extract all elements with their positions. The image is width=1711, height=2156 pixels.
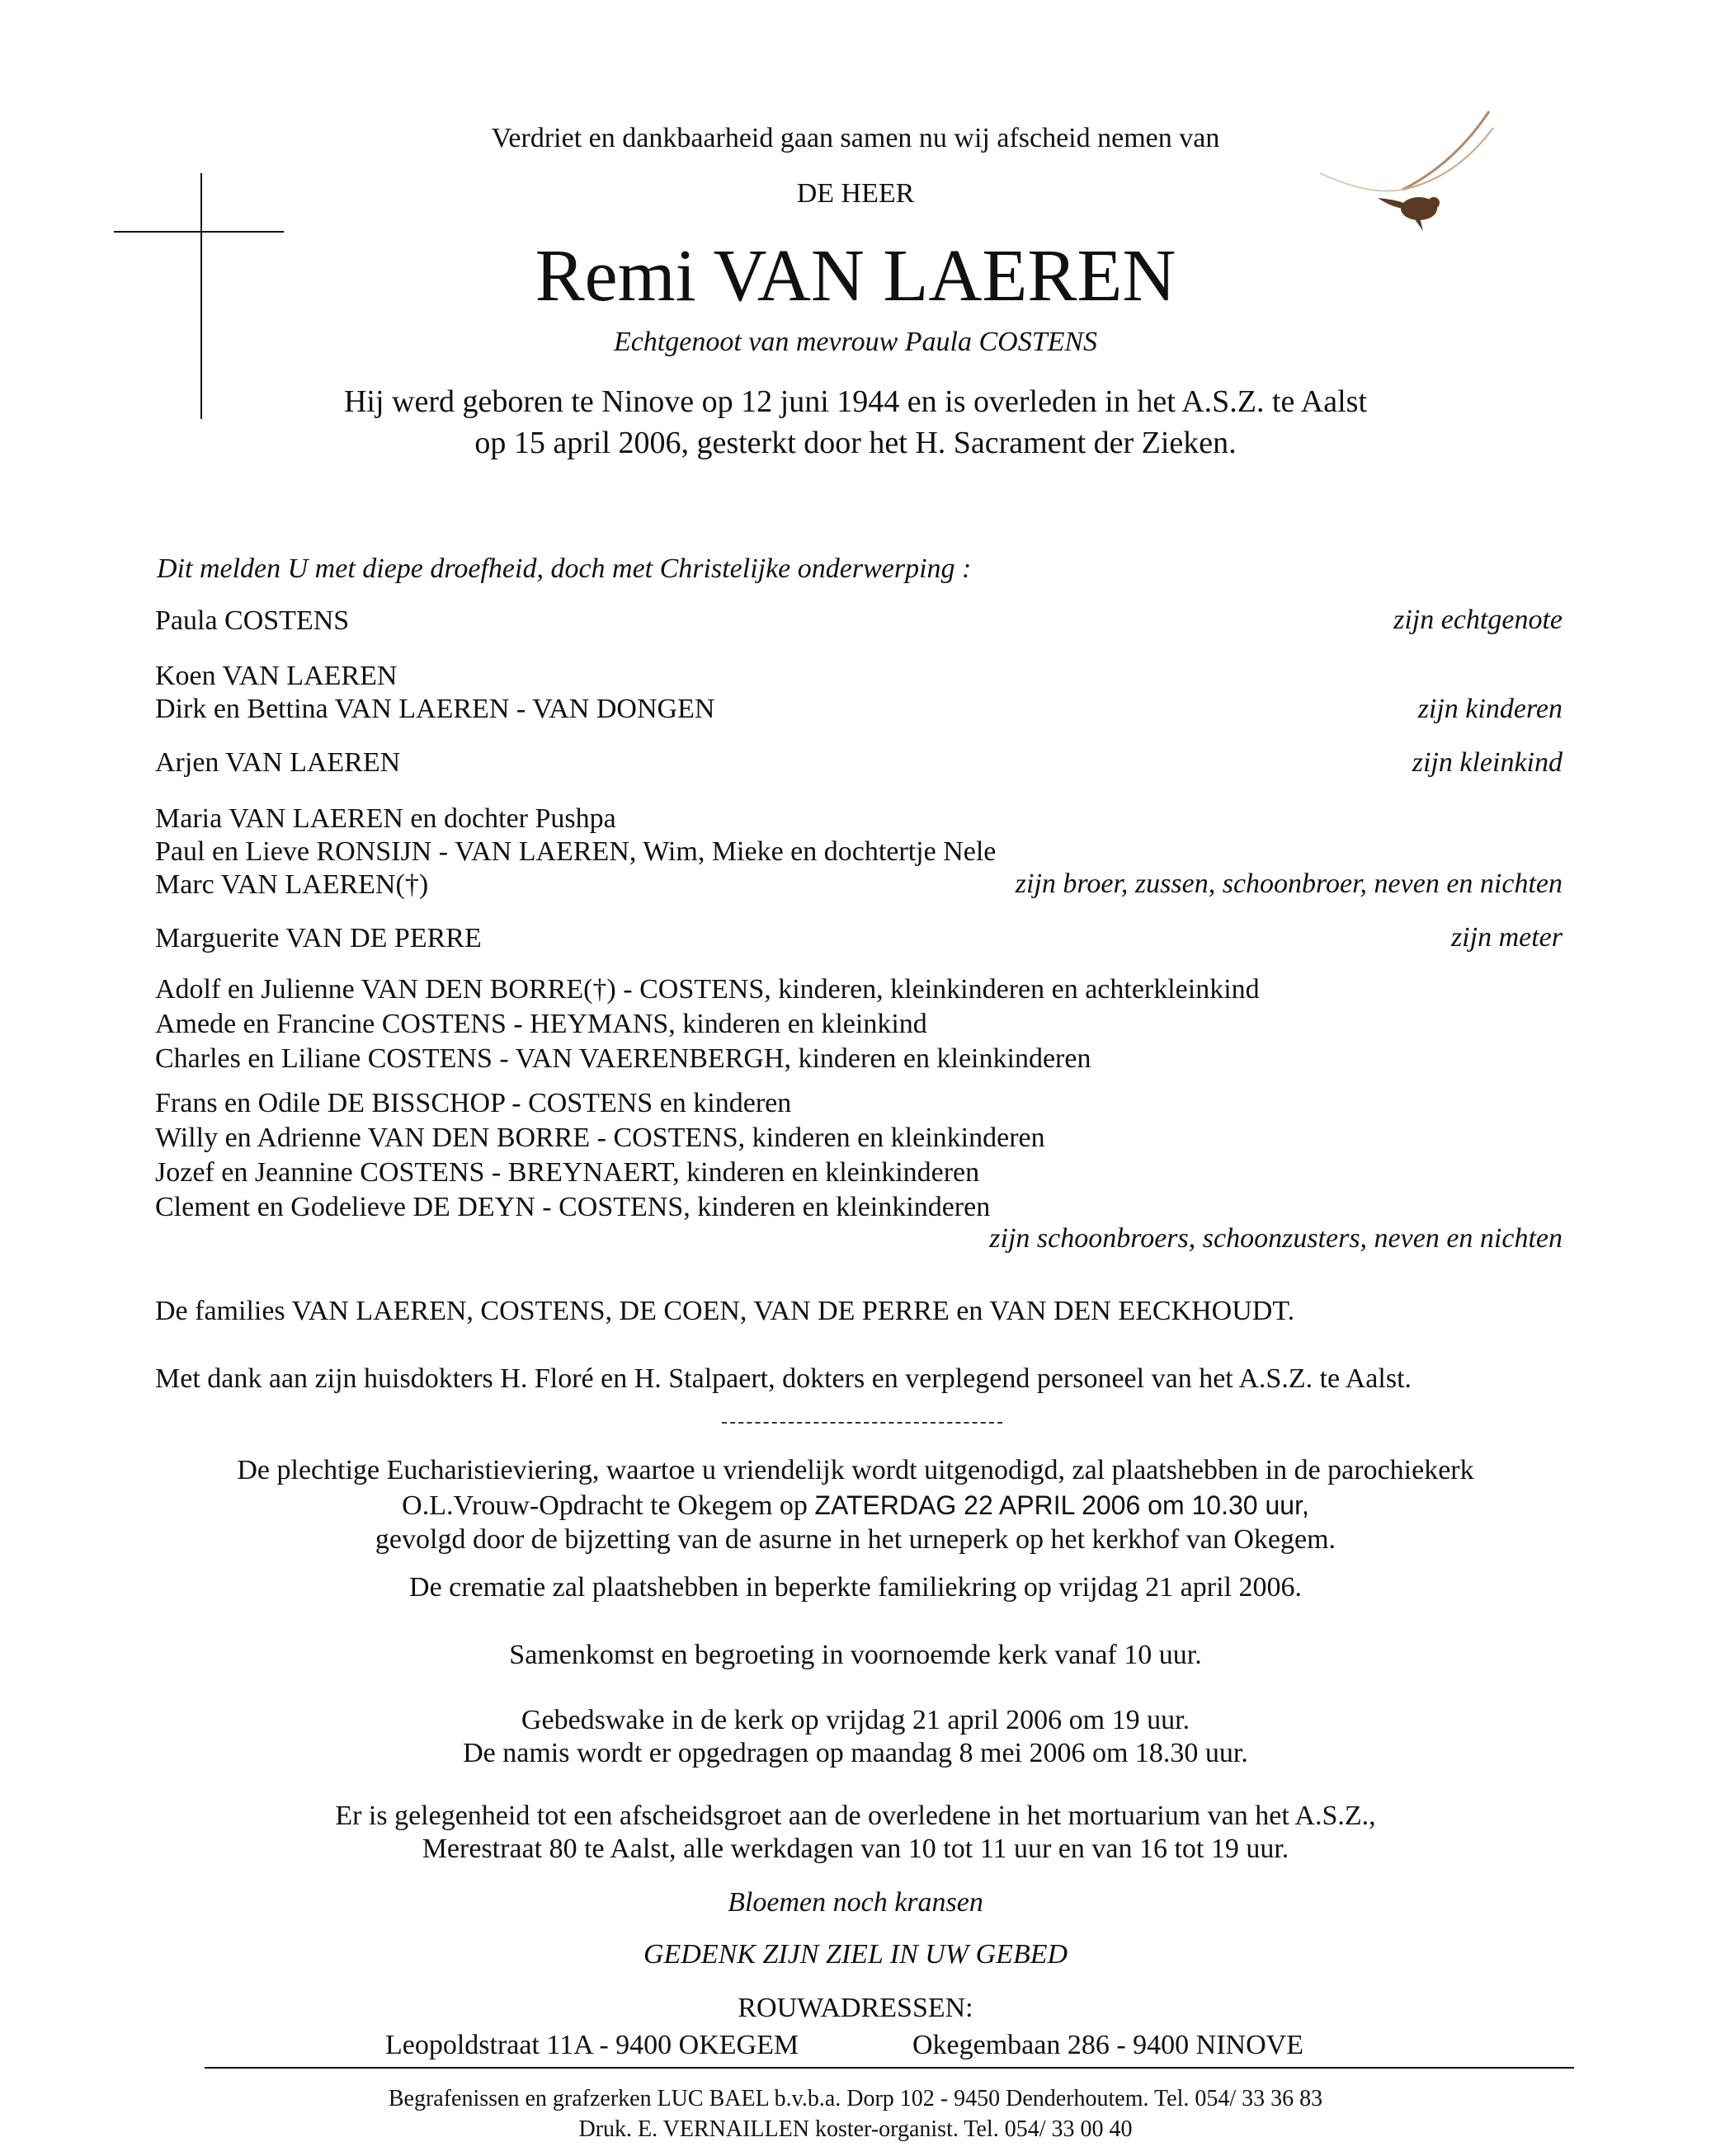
- honorific: DE HEER: [796, 178, 915, 209]
- sibling-line: Paul en Lieve RONSIJN - VAN LAEREN, Wim, Mieke en dochtertje Nele: [155, 836, 997, 867]
- spouse-line: Echtgenoot van mevrouw Paula COSTENS: [613, 327, 1098, 357]
- gathering-line: Samenkomst en begroeting in voornoemde kerk vanaf 10 uur.: [509, 1640, 1202, 1670]
- month-mind-line: De namis wordt er opgedragen op maandag 8 mei 2006 om 18.30 uur.: [463, 1738, 1248, 1768]
- inlaw-line: Charles en Liliane COSTENS - VAN VAERENBERGH, kinderen en kleinkinderen: [155, 1043, 1091, 1074]
- thanks-line: Met dank aan zijn huisdokters H. Floré en H. Stalpaert, dokters en verplegend personeel van het A.S.Z. te Aalst.: [155, 1363, 1412, 1394]
- farewell-line-2: Merestraat 80 te Aalst, alle werkdagen van 10 tot 11 uur en van 16 tot 19 uur.: [422, 1834, 1289, 1864]
- child-name: Koen VAN LAEREN: [155, 661, 398, 691]
- inlaw-line: Willy en Adrienne VAN DEN BORRE - COSTENS, kinderen en kleinkinderen: [155, 1123, 1045, 1153]
- addresses-heading: ROUWADRESSEN:: [738, 1993, 973, 2023]
- sibling-line: Marc VAN LAEREN(†): [155, 869, 429, 900]
- address-okegem: Leopoldstraat 11A - 9400 OKEGEM: [385, 2030, 799, 2060]
- spouse-relation: zijn echtgenote: [1393, 605, 1563, 635]
- announcement: Dit melden U met diepe droefheid, doch met Christelijke onderwerping :: [157, 553, 972, 584]
- families-line: De families VAN LAEREN, COSTENS, DE COEN, VAN DE PERRE en VAN DEN EECKHOUDT.: [155, 1296, 1295, 1326]
- inlaw-line: Jozef en Jeannine COSTENS - BREYNAERT, kinderen en kleinkinderen: [155, 1157, 980, 1188]
- spouse-name: Paula COSTENS: [155, 605, 350, 636]
- intro-text: Verdriet en dankbaarheid gaan samen nu wij afscheid nemen van: [491, 123, 1220, 153]
- cremation-line: De crematie zal plaatshebben in beperkte familiekring op vrijdag 21 april 2006.: [409, 1572, 1302, 1603]
- service-line-3: gevolgd door de bijzetting van de asurne in het urneperk op het kerkhof van Okegem.: [375, 1524, 1336, 1555]
- service-line-2-text: O.L.Vrouw-Opdracht te Okegem op: [402, 1490, 815, 1521]
- cross-horizontal: [114, 231, 284, 233]
- children-relation: zijn kinderen: [1417, 694, 1563, 724]
- godmother-relation: zijn meter: [1450, 922, 1563, 953]
- inlaw-line: Clement en Godelieve DE DEYN - COSTENS, kinderen en kleinkinderen: [155, 1192, 991, 1222]
- address-ninove: Okegembaan 286 - 9400 NINOVE: [912, 2030, 1303, 2060]
- footer-line-1: Begrafenissen en grafzerken LUC BAEL b.v.b.a. Dorp 102 - 9450 Denderhoutem. Tel. 054/ 33 36 83: [388, 2086, 1323, 2111]
- inlaw-line: Adolf en Julienne VAN DEN BORRE(†) - COSTENS, kinderen, kleinkinderen en achterkleinkind: [155, 974, 1260, 1005]
- footer-line-2: Druk. E. VERNAILLEN koster-organist. Tel. 054/ 33 00 40: [578, 2116, 1133, 2142]
- birth-line-2: op 15 april 2006, gesterkt door het H. Sacrament der Zieken.: [474, 426, 1237, 460]
- child-name: Dirk en Bettina VAN LAEREN - VAN DONGEN: [155, 694, 715, 724]
- farewell-line-1: Er is gelegenheid tot een afscheidsgroet aan de overledene in het mortuarium van het A.S.Z.,: [335, 1801, 1376, 1831]
- sibling-line: Maria VAN LAEREN en dochter Pushpa: [155, 803, 616, 834]
- grandchild-name: Arjen VAN LAEREN: [155, 747, 401, 778]
- inlaw-line: Amede en Francine COSTENS - HEYMANS, kinderen en kleinkind: [155, 1009, 927, 1039]
- service-line-1: De plechtige Eucharistieviering, waartoe u vriendelijk wordt uitgenodigd, zal plaatshebben in de parochiekerk: [237, 1455, 1474, 1485]
- service-line-2: [0, 1489, 1711, 1523]
- inlaws-relation: zijn schoonbroers, schoonzusters, neven en nichten: [989, 1223, 1563, 1254]
- flowers-line: Bloemen noch kransen: [728, 1887, 983, 1918]
- godmother-name: Marguerite VAN DE PERRE: [155, 923, 482, 953]
- prayer-line: GEDENK ZIJN ZIEL IN UW GEBED: [643, 1939, 1068, 1970]
- birth-line-1: Hij werd geboren te Ninove op 12 juni 1944 en is overleden in het A.S.Z. te Aalst: [343, 384, 1368, 419]
- service-date: ZATERDAG 22 APRIL 2006 om 10.30 uur,: [814, 1490, 1309, 1520]
- deceased-name: Remi VAN LAEREN: [535, 235, 1176, 317]
- vigil-line: Gebedswake in de kerk op vrijdag 21 april 2006 om 19 uur.: [521, 1705, 1190, 1735]
- dove-icon: [1287, 91, 1534, 256]
- grandchild-relation: zijn kleinkind: [1412, 747, 1563, 778]
- inlaw-line: Frans en Odile DE BISSCHOP - COSTENS en kinderen: [155, 1088, 792, 1118]
- dashed-separator: [722, 1422, 1002, 1424]
- siblings-relation: zijn broer, zussen, schoonbroer, neven en nichten: [1015, 869, 1563, 899]
- footer-rule: [205, 2067, 1574, 2069]
